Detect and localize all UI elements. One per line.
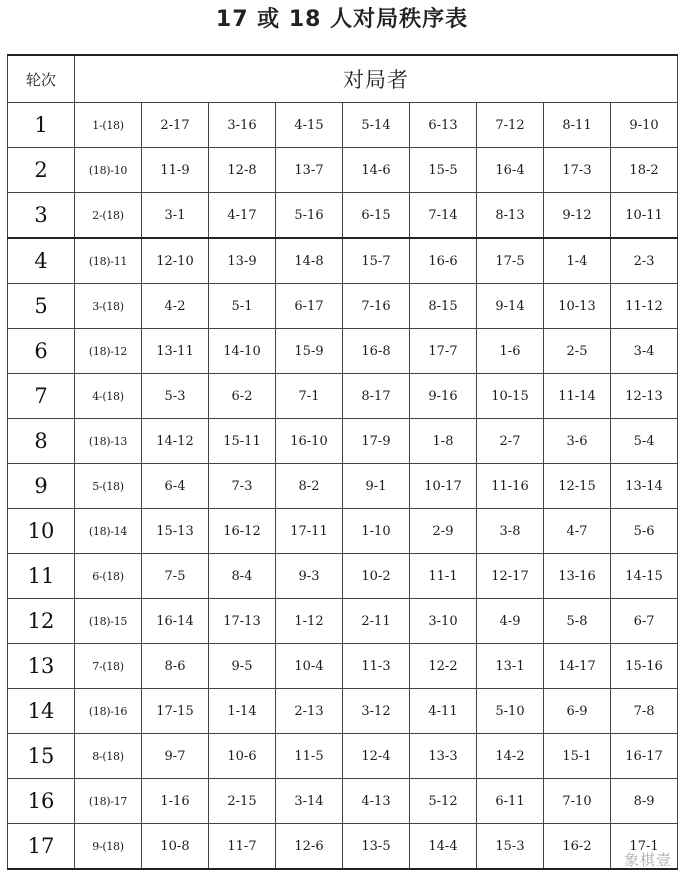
pairing-cell: 11-3 (343, 644, 410, 689)
pairing-cell: 13-14 (611, 464, 678, 509)
pairing-cell: 8-13 (477, 193, 544, 239)
pairing-cell: 17-5 (477, 238, 544, 284)
players-column-header: 对局者 (75, 55, 678, 103)
pairing-cell: 17-7 (410, 329, 477, 374)
round-number: 17 (8, 824, 75, 870)
pairing-cell: 11-7 (209, 824, 276, 870)
pairing-cell: 4-(18) (75, 374, 142, 419)
pairing-cell: 9-1 (343, 464, 410, 509)
pairing-cell: 4-9 (477, 599, 544, 644)
pairing-cell: 15-11 (209, 419, 276, 464)
pairing-cell: 13-1 (477, 644, 544, 689)
pairing-cell: 17-1 (611, 824, 678, 870)
pairing-cell: 2-5 (544, 329, 611, 374)
pairing-cell: (18)-14 (75, 509, 142, 554)
pairing-cell: 10-17 (410, 464, 477, 509)
pairing-cell: 9-14 (477, 284, 544, 329)
pairing-cell: 15-13 (142, 509, 209, 554)
table-row (8, 329, 678, 374)
pairing-cell: 8-(18) (75, 734, 142, 779)
pairing-cell: 7-16 (343, 284, 410, 329)
pairing-cell: 13-9 (209, 238, 276, 284)
pairing-cell: 5-10 (477, 689, 544, 734)
round-number: 2 (8, 148, 75, 193)
pairing-cell: 17-9 (343, 419, 410, 464)
table-row (8, 284, 678, 329)
table-row (8, 689, 678, 734)
pairing-cell: 8-11 (544, 103, 611, 148)
pairing-cell: 16-2 (544, 824, 611, 870)
table-row (8, 644, 678, 689)
pairing-cell: 12-6 (276, 824, 343, 870)
pairing-cell: 7-3 (209, 464, 276, 509)
pairing-cell: 13-3 (410, 734, 477, 779)
pairing-cell: (18)-17 (75, 779, 142, 824)
pairing-cell: 10-8 (142, 824, 209, 870)
pairing-cell: 12-15 (544, 464, 611, 509)
table-row (8, 419, 678, 464)
pairing-cell: 1-(18) (75, 103, 142, 148)
pairing-cell: 1-6 (477, 329, 544, 374)
pairing-cell: 16-10 (276, 419, 343, 464)
pairing-cell: 3-14 (276, 779, 343, 824)
pairing-cell: 11-14 (544, 374, 611, 419)
pairing-cell: 2-13 (276, 689, 343, 734)
pairing-cell: 6-11 (477, 779, 544, 824)
pairing-cell: 2-7 (477, 419, 544, 464)
pairing-cell: 2-17 (142, 103, 209, 148)
pairing-cell: 7-5 (142, 554, 209, 599)
pairing-cell: 14-8 (276, 238, 343, 284)
pairing-cell: (18)-12 (75, 329, 142, 374)
pairing-cell: 6-17 (276, 284, 343, 329)
pairing-cell: 8-4 (209, 554, 276, 599)
pairing-cell: 3-(18) (75, 284, 142, 329)
pairing-cell: (18)-11 (75, 238, 142, 284)
pairing-cell: 15-16 (611, 644, 678, 689)
pairing-cell: 14-10 (209, 329, 276, 374)
pairing-cell: 14-15 (611, 554, 678, 599)
round-number: 7 (8, 374, 75, 419)
pairing-cell: 12-17 (477, 554, 544, 599)
pairing-cell: 17-3 (544, 148, 611, 193)
pairing-cell: 1-4 (544, 238, 611, 284)
pairing-cell: 5-3 (142, 374, 209, 419)
round-number: 9 (8, 464, 75, 509)
pairing-cell: 5-4 (611, 419, 678, 464)
table-row (8, 238, 678, 284)
pairing-cell: 9-5 (209, 644, 276, 689)
round-number: 6 (8, 329, 75, 374)
table-row (8, 554, 678, 599)
pairing-cell: 16-17 (611, 734, 678, 779)
pairing-cell: 16-12 (209, 509, 276, 554)
pairing-cell: (18)-13 (75, 419, 142, 464)
pairing-cell: 3-12 (343, 689, 410, 734)
pairing-cell: 3-16 (209, 103, 276, 148)
round-number: 14 (8, 689, 75, 734)
page-title: 17 或 18 人对局秩序表 (215, 7, 469, 32)
pairing-cell: 14-17 (544, 644, 611, 689)
watermark-logo: 象棋壹 (623, 851, 672, 869)
pairing-cell: 3-10 (410, 599, 477, 644)
pairing-cell: 11-16 (477, 464, 544, 509)
pairing-cell: 11-1 (410, 554, 477, 599)
pairing-cell: 17-15 (142, 689, 209, 734)
pairing-cell: 5-6 (611, 509, 678, 554)
pairing-cell: 1-12 (276, 599, 343, 644)
round-number: 13 (8, 644, 75, 689)
pairing-cell: 4-15 (276, 103, 343, 148)
pairing-cell: 13-16 (544, 554, 611, 599)
table-header-row (8, 55, 678, 103)
pairing-cell: 7-14 (410, 193, 477, 239)
pairing-cell: 11-12 (611, 284, 678, 329)
pairing-cell: 9-10 (611, 103, 678, 148)
pairing-cell: 16-14 (142, 599, 209, 644)
pairing-cell: 2-15 (209, 779, 276, 824)
pairing-cell: 4-7 (544, 509, 611, 554)
pairing-cell: 10-15 (477, 374, 544, 419)
pairing-cell: (18)-15 (75, 599, 142, 644)
table-row (8, 148, 678, 193)
pairing-cell: 4-2 (142, 284, 209, 329)
pairing-cell: 6-9 (544, 689, 611, 734)
round-number: 11 (8, 554, 75, 599)
pairing-cell: 12-4 (343, 734, 410, 779)
pairing-cell: 11-9 (142, 148, 209, 193)
table-row (8, 509, 678, 554)
pairing-cell: 8-6 (142, 644, 209, 689)
pairing-cell: 12-13 (611, 374, 678, 419)
round-number: 4 (8, 238, 75, 284)
pairing-cell: 3-4 (611, 329, 678, 374)
pairing-cell: 14-12 (142, 419, 209, 464)
table-row (8, 599, 678, 644)
pairing-cell: 3-1 (142, 193, 209, 239)
pairing-cell: 5-8 (544, 599, 611, 644)
pairing-cell: 4-13 (343, 779, 410, 824)
pairing-cell: 7-8 (611, 689, 678, 734)
pairing-cell: 1-14 (209, 689, 276, 734)
pairing-cell: 5-(18) (75, 464, 142, 509)
pairing-cell: 15-1 (544, 734, 611, 779)
table-row (8, 103, 678, 148)
pairing-cell: 2-9 (410, 509, 477, 554)
pairing-cell: 2-11 (343, 599, 410, 644)
pairing-cell: 10-2 (343, 554, 410, 599)
pairing-cell: 10-13 (544, 284, 611, 329)
pairing-cell: 14-2 (477, 734, 544, 779)
pairing-cell: 10-4 (276, 644, 343, 689)
pairing-cell: 1-8 (410, 419, 477, 464)
pairing-cell: 15-9 (276, 329, 343, 374)
pairing-cell: 7-12 (477, 103, 544, 148)
pairing-cell: 8-17 (343, 374, 410, 419)
pairing-cell: 8-2 (276, 464, 343, 509)
pairing-cell: 9-12 (544, 193, 611, 239)
pairing-cell: 7-1 (276, 374, 343, 419)
round-column-header: 轮次 (8, 55, 75, 103)
pairing-cell: 5-12 (410, 779, 477, 824)
pairing-cell: 16-8 (343, 329, 410, 374)
pairing-cell: 15-3 (477, 824, 544, 870)
pairing-cell: 13-11 (142, 329, 209, 374)
pairing-cell: 5-1 (209, 284, 276, 329)
round-number: 12 (8, 599, 75, 644)
pairing-cell: 6-(18) (75, 554, 142, 599)
pairing-cell: 15-5 (410, 148, 477, 193)
round-number: 16 (8, 779, 75, 824)
pairing-table (7, 54, 678, 870)
pairing-cell: 6-2 (209, 374, 276, 419)
pairing-cell: (18)-16 (75, 689, 142, 734)
pairing-cell: 15-7 (343, 238, 410, 284)
pairing-cell: 3-8 (477, 509, 544, 554)
pairing-cell: 6-15 (343, 193, 410, 239)
round-number: 15 (8, 734, 75, 779)
pairing-cell: 7-10 (544, 779, 611, 824)
pairing-cell: 3-6 (544, 419, 611, 464)
pairing-cell: 10-11 (611, 193, 678, 239)
table-row (8, 193, 678, 239)
pairing-cell: 6-4 (142, 464, 209, 509)
pairing-cell: 1-10 (343, 509, 410, 554)
round-number: 3 (8, 193, 75, 239)
table-row (8, 374, 678, 419)
pairing-cell: 4-17 (209, 193, 276, 239)
pairing-cell: 2-3 (611, 238, 678, 284)
pairing-cell: 12-8 (209, 148, 276, 193)
pairing-cell: 13-7 (276, 148, 343, 193)
round-number: 10 (8, 509, 75, 554)
pairing-cell: (18)-10 (75, 148, 142, 193)
pairing-cell: 7-(18) (75, 644, 142, 689)
pairing-cell: 5-16 (276, 193, 343, 239)
pairing-cell: 1-16 (142, 779, 209, 824)
pairing-cell: 18-2 (611, 148, 678, 193)
pairing-cell: 9-(18) (75, 824, 142, 870)
table-body (8, 103, 678, 870)
pairing-cell: 17-11 (276, 509, 343, 554)
pairing-cell: 9-16 (410, 374, 477, 419)
pairing-cell: 14-6 (343, 148, 410, 193)
round-number: 8 (8, 419, 75, 464)
pairing-cell: 6-7 (611, 599, 678, 644)
pairing-cell: 8-9 (611, 779, 678, 824)
round-number: 5 (8, 284, 75, 329)
pairing-cell: 11-5 (276, 734, 343, 779)
table-row (8, 734, 678, 779)
table-row (8, 824, 678, 870)
pairing-cell: 12-10 (142, 238, 209, 284)
pairing-cell: 13-5 (343, 824, 410, 870)
round-number: 1 (8, 103, 75, 148)
pairing-cell: 16-6 (410, 238, 477, 284)
pairing-cell: 14-4 (410, 824, 477, 870)
pairing-cell: 12-2 (410, 644, 477, 689)
table-row (8, 464, 678, 509)
table-row (8, 779, 678, 824)
pairing-cell: 9-7 (142, 734, 209, 779)
pairing-cell: 5-14 (343, 103, 410, 148)
pairing-cell: 6-13 (410, 103, 477, 148)
pairing-cell: 10-6 (209, 734, 276, 779)
pairing-cell: 16-4 (477, 148, 544, 193)
pairing-cell: 2-(18) (75, 193, 142, 239)
pairing-cell: 17-13 (209, 599, 276, 644)
pairing-cell: 8-15 (410, 284, 477, 329)
pairing-cell: 4-11 (410, 689, 477, 734)
pairing-cell: 9-3 (276, 554, 343, 599)
